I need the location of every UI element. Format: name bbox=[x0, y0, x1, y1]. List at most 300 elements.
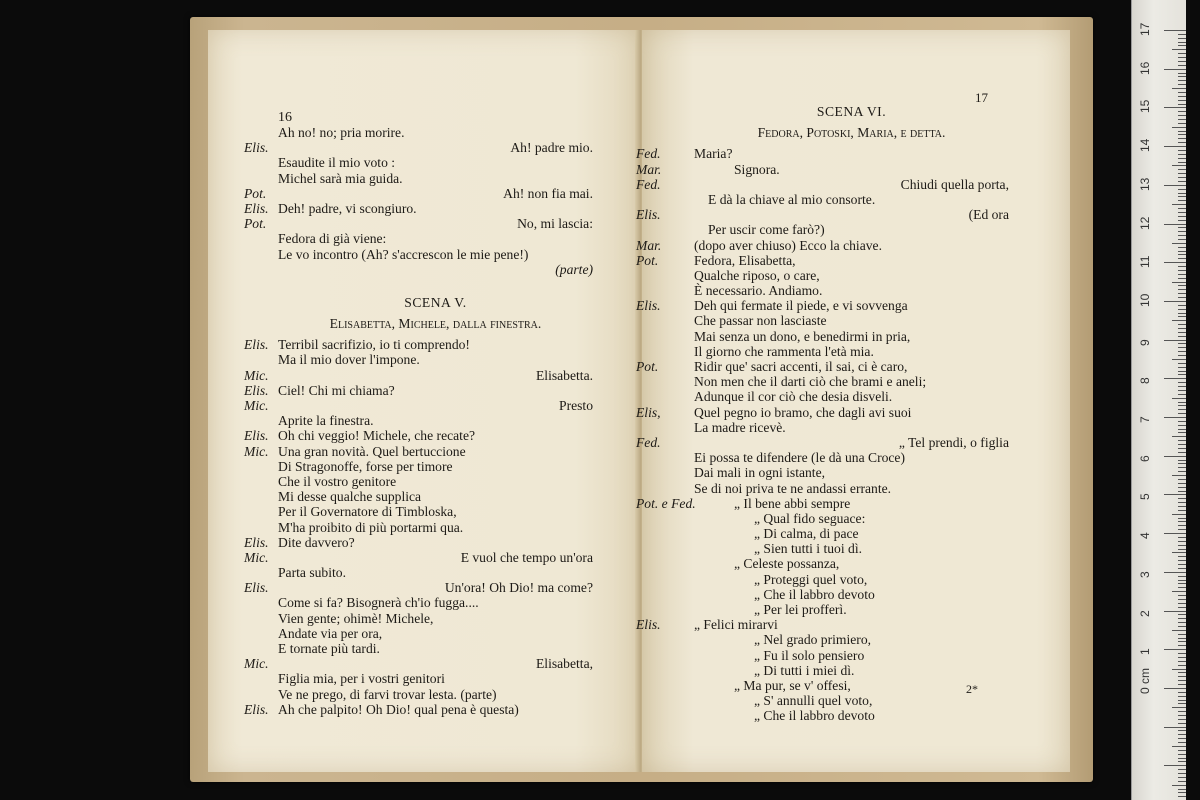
verse-text: Fedora, Elisabetta, bbox=[694, 252, 796, 268]
ruler-tick bbox=[1178, 510, 1186, 511]
ruler-tick bbox=[1178, 789, 1186, 790]
verse-text: È necessario. Andiamo. bbox=[694, 283, 823, 299]
verse-text: „ Per lei profferì. bbox=[754, 602, 847, 618]
text-line bbox=[636, 434, 1009, 450]
verse-text: Deh! padre, vi scongiuro. bbox=[278, 200, 417, 216]
ruler-tick bbox=[1178, 444, 1186, 445]
ruler-tick bbox=[1178, 583, 1186, 584]
text-line bbox=[244, 185, 593, 201]
text-line bbox=[278, 595, 593, 610]
ruler-number: 15 bbox=[1138, 100, 1152, 114]
ruler-tick bbox=[1178, 123, 1186, 124]
ruler-tick bbox=[1172, 630, 1186, 631]
verse-text: Ciel! Chi mi chiama? bbox=[278, 382, 395, 398]
ruler-tick bbox=[1164, 572, 1186, 573]
ruler-tick bbox=[1178, 518, 1186, 519]
ruler-tick bbox=[1178, 696, 1186, 697]
right-page bbox=[636, 30, 1070, 772]
ruler-tick bbox=[1178, 247, 1186, 248]
verse-text: Le vo incontro (Ah? s'accrescon le mie pene!) bbox=[278, 246, 529, 262]
speaker-label: Mic. bbox=[244, 656, 269, 672]
scene-title: SCENA V. bbox=[404, 294, 467, 310]
scene-title: SCENA VI. bbox=[816, 104, 887, 119]
text-line bbox=[278, 687, 593, 702]
text-line bbox=[694, 481, 1009, 496]
text-line bbox=[278, 231, 593, 246]
ruler-tick bbox=[1178, 34, 1186, 35]
ruler-tick bbox=[1178, 212, 1186, 213]
verse-text: (parte) bbox=[555, 261, 593, 277]
verse-text: Ah! padre mio. bbox=[510, 140, 593, 156]
verse-text: Ah che palpito! Oh Dio! qual pena è questa) bbox=[278, 701, 519, 717]
verse-text: „ Che il labbro devoto bbox=[754, 708, 875, 724]
ruler-number: 7 bbox=[1138, 416, 1152, 423]
verse-text: (dopo aver chiuso) Ecco la chiave. bbox=[694, 237, 882, 253]
ruler-tick bbox=[1178, 692, 1186, 693]
ruler-tick bbox=[1178, 104, 1186, 105]
left-page-text bbox=[244, 125, 593, 717]
text-line bbox=[636, 298, 1009, 314]
ruler-tick bbox=[1178, 216, 1186, 217]
ruler-tick bbox=[1178, 703, 1186, 704]
speaker-label: Pot. bbox=[244, 216, 267, 232]
ruler-tick bbox=[1178, 154, 1186, 155]
ruler-tick bbox=[1178, 676, 1186, 677]
speaker-label: Fed. bbox=[636, 434, 661, 450]
ruler-tick bbox=[1172, 127, 1186, 128]
ruler-tick bbox=[1172, 165, 1186, 166]
ruler-tick bbox=[1164, 69, 1186, 70]
speaker-label: Pot. bbox=[636, 359, 659, 375]
ruler-tick bbox=[1164, 107, 1186, 108]
speaker-label: Mic. bbox=[244, 398, 269, 414]
verse-text: E vuol che tempo un'ora bbox=[460, 549, 593, 565]
speaker-label: Pot. e Fed. bbox=[636, 495, 696, 511]
ruler-tick bbox=[1178, 638, 1186, 639]
ruler-tick bbox=[1178, 196, 1186, 197]
verse-text: „ Il bene abbi sempre bbox=[734, 495, 851, 511]
speaker-label: Elis. bbox=[244, 140, 269, 156]
verse-text: No, mi lascia: bbox=[517, 216, 593, 232]
ruler-tick bbox=[1178, 316, 1186, 317]
ruler-tick bbox=[1178, 452, 1186, 453]
ruler-tick bbox=[1178, 274, 1186, 275]
verse-text: Ve ne prego, di farvi trovar lesta. (parte) bbox=[278, 686, 497, 702]
ruler-number: 4 bbox=[1138, 532, 1152, 540]
speaker-label: Mic. bbox=[244, 443, 269, 459]
ruler-tick bbox=[1178, 796, 1186, 797]
text-line bbox=[278, 171, 593, 186]
verse-text: Aprite la finestra. bbox=[278, 413, 374, 429]
right-page-text bbox=[636, 96, 1009, 724]
ruler-tick bbox=[1178, 285, 1186, 286]
text-line bbox=[694, 511, 1009, 526]
text-line bbox=[636, 146, 1009, 162]
ruler-tick bbox=[1178, 57, 1186, 58]
ruler-tick bbox=[1178, 599, 1186, 600]
text-line bbox=[694, 587, 1009, 602]
text-line bbox=[694, 556, 1009, 571]
verse-text: Vien gente; ohimè! Michele, bbox=[278, 610, 434, 626]
text-line bbox=[636, 252, 1009, 268]
ruler-tick bbox=[1178, 235, 1186, 236]
ruler-tick bbox=[1178, 142, 1186, 143]
ruler-tick bbox=[1164, 649, 1186, 650]
verse-text: M'ha proibito di più portarmi qua. bbox=[278, 519, 464, 535]
ruler-tick bbox=[1178, 405, 1186, 406]
ruler-tick bbox=[1178, 665, 1186, 666]
ruler-tick bbox=[1178, 371, 1186, 372]
ruler-tick bbox=[1172, 746, 1186, 747]
text-line bbox=[636, 176, 1009, 192]
ruler-tick bbox=[1178, 742, 1186, 743]
verse-text: Mi desse qualche supplica bbox=[278, 489, 422, 505]
verse-text: Se di noi priva te ne andassi errante. bbox=[694, 480, 892, 496]
ruler-number: 10 bbox=[1138, 293, 1152, 307]
speaker-label: Elis. bbox=[244, 534, 269, 550]
verse-text: La madre ricevè. bbox=[694, 419, 786, 435]
ruler-number: 3 bbox=[1138, 571, 1152, 578]
ruler-tick bbox=[1178, 614, 1186, 615]
ruler-tick bbox=[1178, 587, 1186, 588]
text-line bbox=[278, 459, 593, 474]
text-line bbox=[244, 216, 593, 232]
speaker-label: Mic. bbox=[244, 549, 269, 565]
text-line bbox=[694, 465, 1009, 480]
verse-text: Esaudite il mio voto : bbox=[278, 155, 396, 171]
ruler-tick bbox=[1178, 429, 1186, 430]
verse-text: Per uscir come farò?) bbox=[708, 222, 825, 238]
ruler-tick bbox=[1178, 162, 1186, 163]
text-line bbox=[694, 222, 1009, 237]
ruler-tick bbox=[1178, 92, 1186, 93]
ruler-tick bbox=[1164, 417, 1186, 418]
ruler-tick bbox=[1178, 355, 1186, 356]
text-line bbox=[278, 641, 593, 656]
ruler-tick bbox=[1178, 111, 1186, 112]
verse-text: „ Di tutti i miei dì. bbox=[754, 662, 855, 678]
right-page-number: 17 bbox=[975, 90, 988, 105]
ruler-tick bbox=[1178, 84, 1186, 85]
ruler-tick bbox=[1178, 792, 1186, 793]
ruler-tick bbox=[1178, 324, 1186, 325]
ruler-tick bbox=[1178, 730, 1186, 731]
text-line bbox=[278, 504, 593, 519]
ruler-number: 8 bbox=[1138, 377, 1152, 385]
ruler-tick bbox=[1178, 487, 1186, 488]
text-line bbox=[278, 474, 593, 489]
verse-text: Fedora di già viene: bbox=[278, 231, 387, 247]
text-line bbox=[694, 572, 1009, 587]
verse-text: Quel pegno io bramo, che dagli avi suoi bbox=[694, 404, 912, 420]
text-line bbox=[278, 611, 593, 626]
verse-text: Ah! non fia mai. bbox=[503, 185, 593, 201]
text-line bbox=[278, 565, 593, 580]
measurement-ruler bbox=[1131, 0, 1186, 800]
ruler-tick bbox=[1172, 785, 1186, 786]
ruler-tick bbox=[1178, 150, 1186, 151]
ruler-tick bbox=[1178, 545, 1186, 546]
ruler-tick bbox=[1164, 494, 1186, 495]
ruler-tick bbox=[1178, 607, 1186, 608]
verse-text: Parta subito. bbox=[278, 565, 346, 581]
text-line bbox=[278, 155, 593, 170]
speaker-label: Elis. bbox=[244, 580, 269, 596]
verse-text: „ Felici mirarvi bbox=[694, 617, 778, 633]
text-line bbox=[244, 580, 593, 596]
ruler-tick bbox=[1178, 332, 1186, 333]
ruler-tick bbox=[1178, 96, 1186, 97]
signature-mark: 2* bbox=[966, 682, 978, 696]
text-line bbox=[278, 247, 593, 262]
ruler-tick bbox=[1178, 227, 1186, 228]
verse-text: Una gran novità. Quel bertuccione bbox=[278, 443, 466, 459]
ruler-tick bbox=[1178, 421, 1186, 422]
ruler-number: 6 bbox=[1138, 455, 1152, 462]
ruler-tick bbox=[1178, 556, 1186, 557]
verse-text: Elisabetta, bbox=[536, 656, 593, 672]
text-line bbox=[244, 656, 593, 672]
ruler-tick bbox=[1178, 313, 1186, 314]
ruler-tick bbox=[1178, 549, 1186, 550]
ruler-tick bbox=[1164, 765, 1186, 766]
ruler-tick bbox=[1178, 483, 1186, 484]
ruler-tick bbox=[1178, 440, 1186, 441]
ruler-tick bbox=[1178, 541, 1186, 542]
text-line bbox=[278, 520, 593, 535]
ruler-number: 1 bbox=[1138, 648, 1152, 656]
ruler-tick bbox=[1178, 402, 1186, 403]
ruler-tick bbox=[1178, 715, 1186, 716]
ruler-tick bbox=[1172, 591, 1186, 592]
verse-text: Deh qui fermate il piede, e vi sovvenga bbox=[694, 298, 908, 314]
verse-text: Ma il mio dover l'impone. bbox=[278, 352, 420, 368]
ruler-tick bbox=[1178, 680, 1186, 681]
ruler-tick bbox=[1164, 340, 1186, 341]
ruler-tick bbox=[1178, 448, 1186, 449]
ruler-tick bbox=[1172, 282, 1186, 283]
ruler-tick bbox=[1172, 204, 1186, 205]
ruler-tick bbox=[1178, 239, 1186, 240]
speaker-label: Pot. bbox=[636, 252, 659, 268]
ruler-tick bbox=[1178, 394, 1186, 395]
verse-text: Qualche riposo, o care, bbox=[694, 267, 820, 283]
text-line bbox=[244, 200, 593, 216]
ruler-tick bbox=[1178, 409, 1186, 410]
ruler-tick bbox=[1178, 491, 1186, 492]
speaker-label: Elis, bbox=[636, 404, 661, 420]
ruler-tick bbox=[1178, 580, 1186, 581]
verse-text: „ Che il labbro devoto bbox=[754, 586, 875, 602]
text-line bbox=[694, 526, 1009, 541]
ruler-tick bbox=[1178, 761, 1186, 762]
ruler-tick bbox=[1178, 634, 1186, 635]
ruler-tick bbox=[1164, 301, 1186, 302]
ruler-tick bbox=[1172, 707, 1186, 708]
verse-text: Dite davvero? bbox=[278, 534, 355, 550]
verse-text: E dà la chiave al mio consorte. bbox=[708, 191, 876, 207]
text-line bbox=[694, 632, 1009, 647]
ruler-tick bbox=[1178, 386, 1186, 387]
ruler-tick bbox=[1178, 471, 1186, 472]
text-line bbox=[636, 237, 1009, 253]
ruler-tick bbox=[1178, 76, 1186, 77]
ruler-tick bbox=[1178, 700, 1186, 701]
ruler-tick bbox=[1178, 177, 1186, 178]
verse-text: Adunque il cor ciò che desia disveli. bbox=[694, 389, 893, 405]
text-line bbox=[244, 428, 593, 444]
ruler-tick bbox=[1172, 475, 1186, 476]
ruler-tick bbox=[1178, 413, 1186, 414]
ruler-tick bbox=[1178, 529, 1186, 530]
ruler-tick bbox=[1178, 460, 1186, 461]
ruler-number: 11 bbox=[1138, 255, 1152, 269]
ruler-tick bbox=[1164, 185, 1186, 186]
verse-text: „ Nel grado primiero, bbox=[754, 632, 872, 648]
verse-text: Maria? bbox=[694, 146, 733, 162]
verse-text: Andate via per ora, bbox=[278, 625, 383, 641]
ruler-number: 2 bbox=[1138, 609, 1152, 617]
ruler-tick bbox=[1178, 390, 1186, 391]
ruler-tick bbox=[1164, 224, 1186, 225]
ruler-tick bbox=[1178, 521, 1186, 522]
text-line bbox=[278, 671, 593, 686]
ruler-tick bbox=[1178, 119, 1186, 120]
text-line bbox=[636, 207, 1009, 223]
ruler-tick bbox=[1164, 262, 1186, 263]
verse-text: Ei possa te difendere (le dà una Croce) bbox=[694, 450, 905, 466]
verse-text: „ Qual fido seguace: bbox=[754, 510, 866, 526]
ruler-tick bbox=[1178, 595, 1186, 596]
verse-text: Dai mali in ogni istante, bbox=[694, 465, 826, 481]
text-line bbox=[244, 534, 593, 550]
text-line bbox=[694, 344, 1009, 359]
ruler-tick bbox=[1178, 363, 1186, 364]
verse-text: Elisabetta. bbox=[536, 367, 593, 383]
verse-text: (Ed ora bbox=[968, 207, 1009, 223]
ruler-number: 14 bbox=[1138, 138, 1152, 153]
text-line bbox=[278, 262, 593, 277]
ruler-tick bbox=[1164, 30, 1186, 31]
ruler-tick bbox=[1178, 173, 1186, 174]
ruler-tick bbox=[1172, 552, 1186, 553]
left-page bbox=[208, 30, 640, 772]
text-line bbox=[694, 268, 1009, 283]
ruler-tick bbox=[1178, 138, 1186, 139]
speaker-label: Elis. bbox=[244, 428, 269, 444]
ruler-tick bbox=[1172, 359, 1186, 360]
text-line bbox=[636, 404, 1009, 420]
ruler-tick bbox=[1178, 328, 1186, 329]
speaker-label: Pot. bbox=[244, 185, 267, 201]
left-page-number: 16 bbox=[278, 110, 292, 125]
ruler-tick bbox=[1178, 200, 1186, 201]
text-line bbox=[636, 617, 1009, 633]
verse-text: „ Celeste possanza, bbox=[734, 556, 840, 572]
ruler-tick bbox=[1178, 367, 1186, 368]
ruler-number: 16 bbox=[1138, 61, 1152, 75]
ruler-tick bbox=[1178, 502, 1186, 503]
verse-text: Un'ora! Oh Dio! ma come? bbox=[444, 580, 593, 596]
ruler-tick bbox=[1178, 305, 1186, 306]
verse-text: Ridir que' sacri accenti, il sai, ci è caro, bbox=[694, 359, 908, 375]
speaker-label: Elis. bbox=[636, 207, 661, 223]
text-line bbox=[278, 626, 593, 641]
ruler-tick bbox=[1164, 688, 1186, 689]
ruler-tick bbox=[1164, 611, 1186, 612]
ruler-tick bbox=[1178, 754, 1186, 755]
speaker-label: Fed. bbox=[636, 146, 661, 162]
text-line bbox=[694, 663, 1009, 678]
ruler-tick bbox=[1178, 278, 1186, 279]
ruler-tick bbox=[1178, 777, 1186, 778]
ruler-tick bbox=[1178, 45, 1186, 46]
verse-text: Mai senza un dono, e benedirmi in pria, bbox=[694, 328, 911, 344]
speaker-label: Elis. bbox=[636, 298, 661, 314]
ruler-tick bbox=[1178, 738, 1186, 739]
ruler-tick bbox=[1178, 684, 1186, 685]
ruler-tick bbox=[1178, 603, 1186, 604]
ruler-tick bbox=[1172, 514, 1186, 515]
verse-text: Presto bbox=[559, 398, 593, 414]
ruler-tick bbox=[1164, 378, 1186, 379]
text-line bbox=[244, 337, 593, 353]
ruler-tick bbox=[1178, 479, 1186, 480]
verse-text: Di Stragonoffe, forse per timore bbox=[278, 458, 453, 474]
verse-text: Figlia mia, per i vostri genitori bbox=[278, 671, 445, 687]
verse-text: Il giorno che rammenta l'età mia. bbox=[694, 343, 874, 359]
text-line bbox=[694, 708, 1009, 723]
speaker-label: Mic. bbox=[244, 367, 269, 383]
ruler-tick bbox=[1178, 80, 1186, 81]
ruler-tick bbox=[1178, 309, 1186, 310]
ruler-tick bbox=[1178, 560, 1186, 561]
ruler-tick bbox=[1178, 254, 1186, 255]
ruler-tick bbox=[1178, 189, 1186, 190]
ruler-tick bbox=[1178, 374, 1186, 375]
ruler-tick bbox=[1178, 181, 1186, 182]
ruler-tick bbox=[1178, 231, 1186, 232]
ruler-tick bbox=[1178, 657, 1186, 658]
speaker-label: Elis. bbox=[244, 701, 269, 717]
text-line bbox=[694, 678, 1009, 693]
text-line bbox=[244, 367, 593, 383]
text-line bbox=[636, 495, 1009, 511]
speaker-label: Fed. bbox=[636, 176, 661, 192]
text-line bbox=[278, 125, 593, 140]
scene-cast: Elisabetta, Michele, dalla finestra. bbox=[329, 316, 542, 332]
text-line bbox=[694, 192, 1009, 207]
ruler-tick bbox=[1178, 343, 1186, 344]
verse-text: „ Fu il solo pensiero bbox=[754, 647, 865, 663]
text-line bbox=[694, 602, 1009, 617]
ruler-tick bbox=[1178, 781, 1186, 782]
verse-text: Signora. bbox=[734, 161, 780, 177]
ruler-tick bbox=[1178, 711, 1186, 712]
text-line bbox=[694, 648, 1009, 663]
ruler-tick bbox=[1172, 669, 1186, 670]
ruler-tick bbox=[1178, 672, 1186, 673]
speaker-label: Mar. bbox=[636, 161, 662, 177]
text-line bbox=[694, 693, 1009, 708]
ruler-tick bbox=[1178, 723, 1186, 724]
ruler-number: 9 bbox=[1138, 338, 1152, 346]
verse-text: Non men che il darti ciò che brami e aneli; bbox=[694, 374, 927, 390]
ruler-tick bbox=[1178, 347, 1186, 348]
ruler-tick bbox=[1178, 769, 1186, 770]
verse-text: „ S' annulli quel voto, bbox=[754, 693, 873, 709]
ruler-tick bbox=[1178, 289, 1186, 290]
